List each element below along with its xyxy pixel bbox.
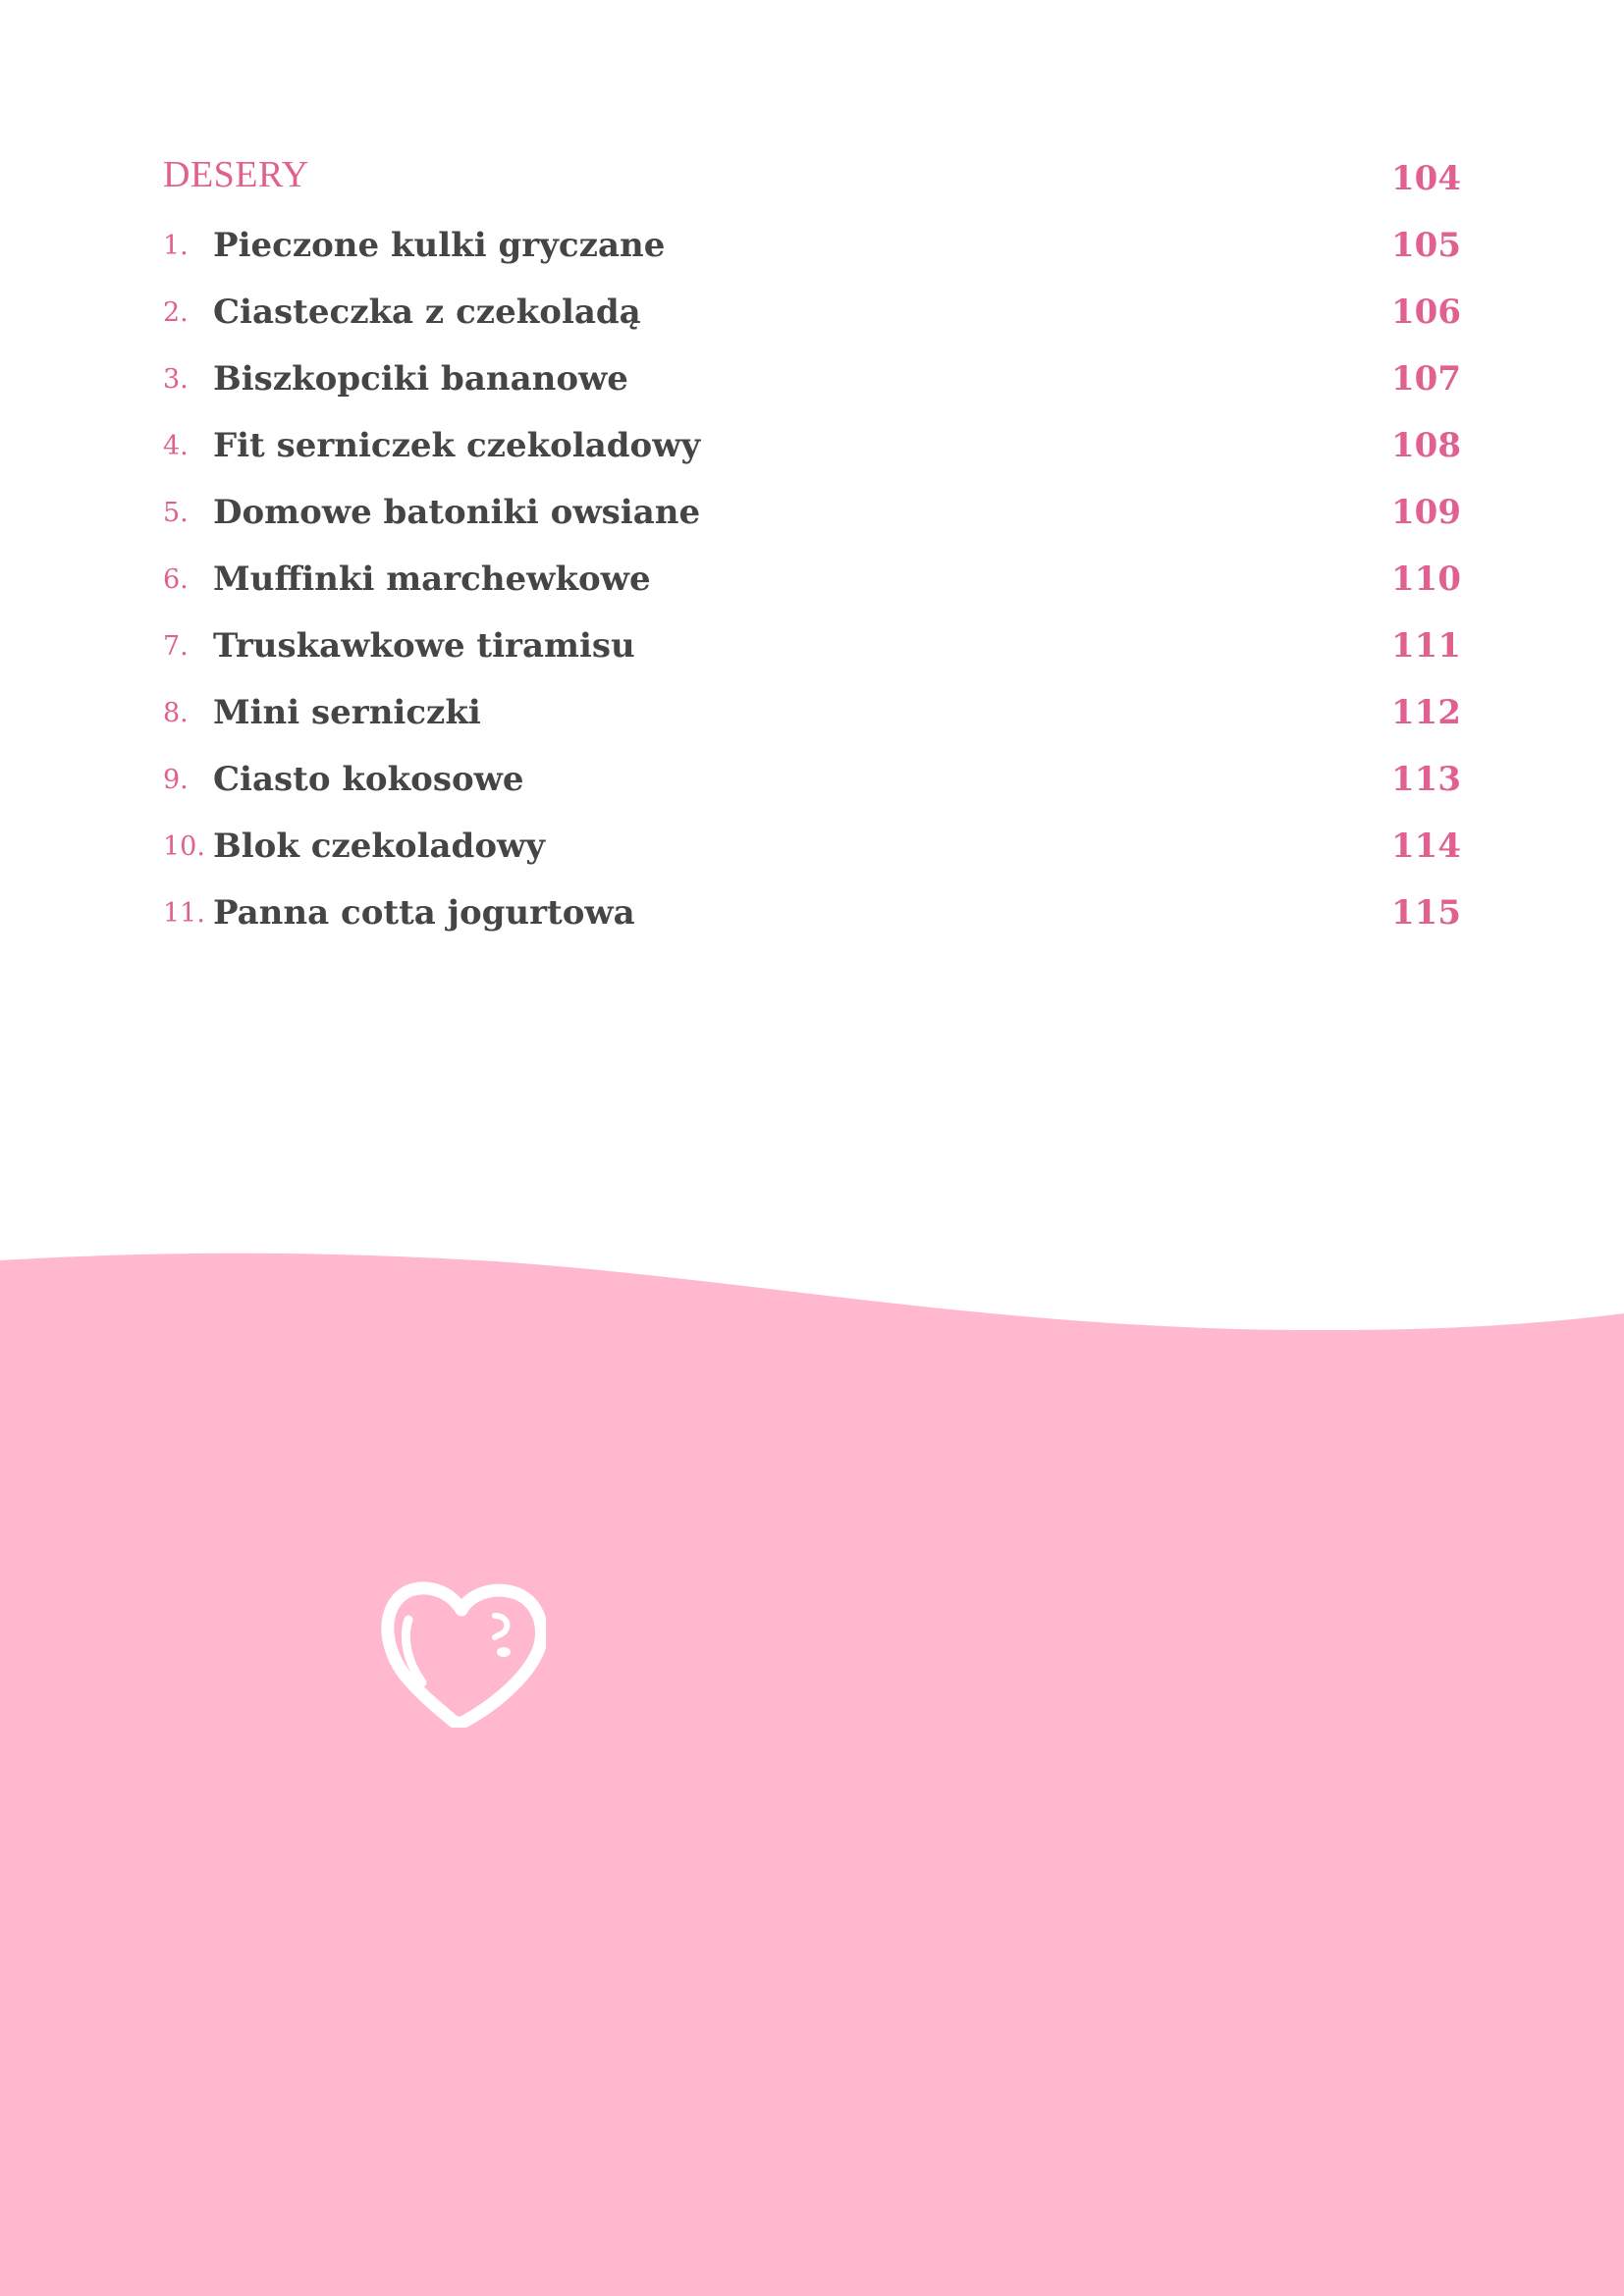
section-header (163, 147, 1461, 206)
toc-item-page: 110 (1391, 560, 1461, 599)
toc-item-page: 111 (1391, 626, 1461, 666)
toc-item-number: 9. (163, 765, 189, 795)
toc-item[interactable] (163, 815, 1461, 874)
toc-item[interactable] (163, 614, 1461, 673)
toc-item[interactable] (163, 681, 1461, 740)
section-title: DESERY (163, 154, 309, 195)
section-page-number: 104 (1391, 159, 1461, 198)
toc-item-number: 1. (163, 231, 189, 261)
toc-item-page: 107 (1391, 359, 1461, 399)
toc-item[interactable] (163, 347, 1461, 406)
toc-item-label: Blok czekoladowy (213, 827, 546, 866)
toc-item-label: Ciasto kokosowe (213, 760, 524, 799)
toc-item-label: Ciasteczka z czekoladą (213, 293, 641, 332)
toc-item-page: 109 (1391, 493, 1461, 532)
toc-item-label: Muffinki marchewkowe (213, 560, 651, 599)
toc-item-page: 113 (1391, 760, 1461, 799)
toc-item-page: 108 (1391, 426, 1461, 465)
toc-item-label: Panna cotta jogurtowa (213, 893, 635, 933)
toc-item-number: 6. (163, 564, 189, 595)
toc-item-page: 115 (1391, 893, 1461, 933)
pink-wave-background (0, 1247, 1624, 2296)
toc-item[interactable] (163, 748, 1461, 807)
toc-item-number: 3. (163, 364, 189, 395)
toc-item[interactable] (163, 414, 1461, 473)
toc-item-number: 4. (163, 431, 189, 461)
heart-icon (379, 1580, 546, 1728)
toc-item-number: 2. (163, 297, 189, 328)
toc-item-number: 5. (163, 498, 189, 528)
toc-item-page: 112 (1391, 693, 1461, 732)
toc-item-page: 106 (1391, 293, 1461, 332)
toc-item-label: Truskawkowe tiramisu (213, 626, 635, 666)
toc-item-number: 10. (163, 831, 205, 862)
toc-item[interactable] (163, 548, 1461, 607)
toc-item-label: Pieczone kulki gryczane (213, 226, 666, 265)
toc-item[interactable] (163, 214, 1461, 273)
toc-item-number: 8. (163, 698, 189, 728)
toc-item-label: Domowe batoniki owsiane (213, 493, 701, 532)
toc-item-label: Mini serniczki (213, 693, 481, 732)
toc-item[interactable] (163, 881, 1461, 940)
toc-item-label: Biszkopciki bananowe (213, 359, 628, 399)
toc-item-label: Fit serniczek czekoladowy (213, 426, 701, 465)
toc-item-number: 7. (163, 631, 189, 662)
toc-item[interactable] (163, 481, 1461, 540)
toc-item-page: 105 (1391, 226, 1461, 265)
toc-item-number: 11. (163, 898, 205, 929)
toc-item-page: 114 (1391, 827, 1461, 866)
toc-item[interactable] (163, 281, 1461, 340)
